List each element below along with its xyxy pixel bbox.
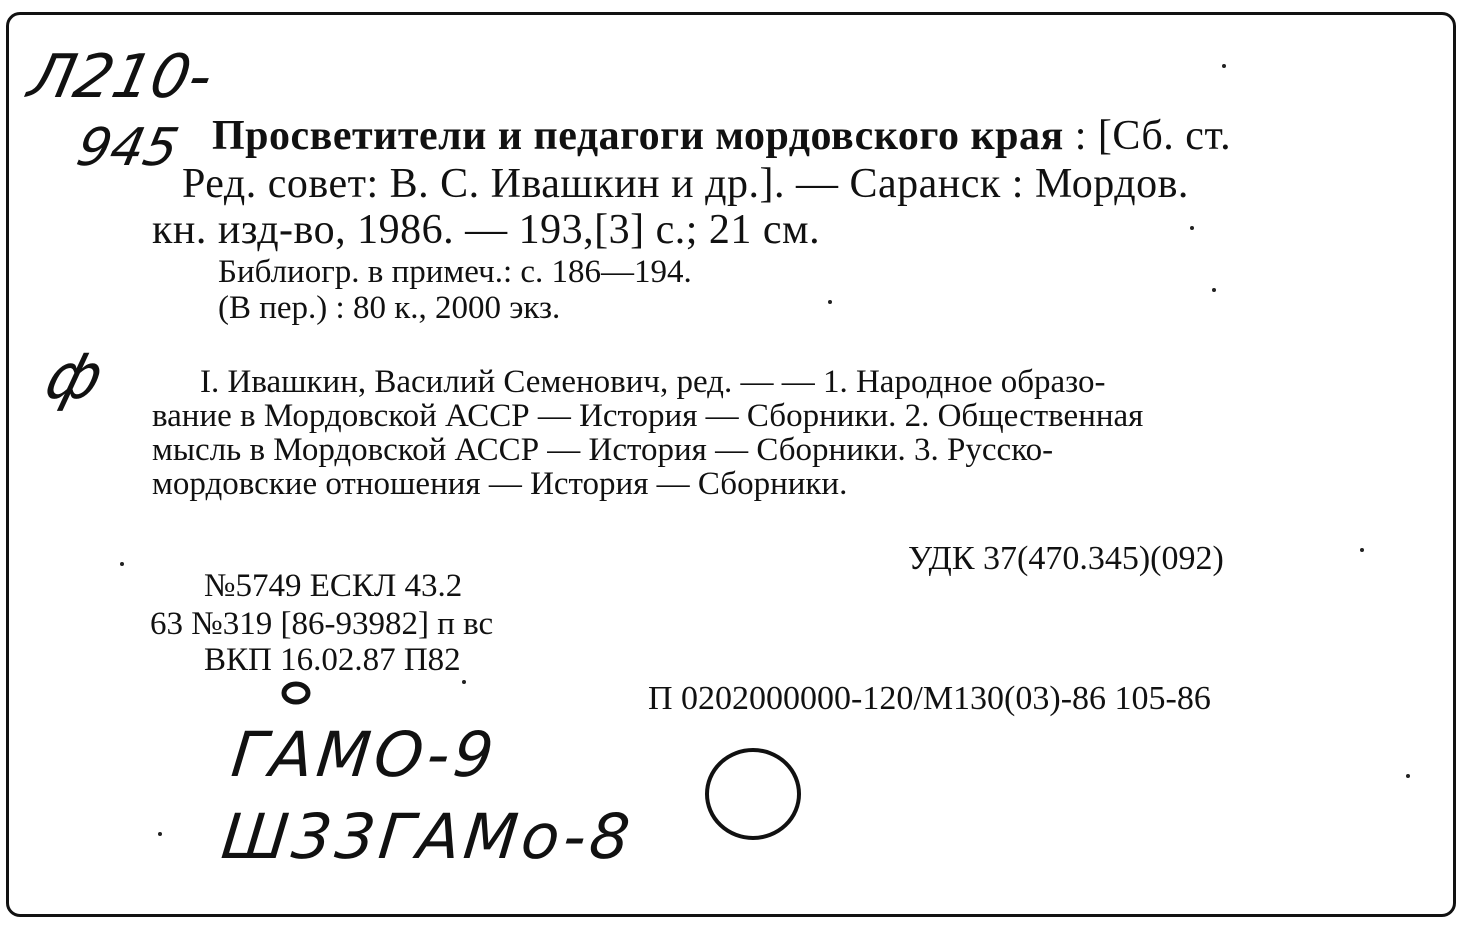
scan-speck [1406, 774, 1410, 778]
scan-speck [462, 680, 466, 684]
scan-speck [1360, 548, 1364, 552]
handwritten-call-number: Л210- [22, 42, 219, 112]
inventory-line: №5749 ЕСКЛ 43.2 [204, 568, 463, 604]
scan-speck [158, 832, 162, 836]
tracing-line: вание в Мордовской АССР — История — Сборники. 2. Общественная [152, 398, 1144, 434]
handwritten-archive-mark: ГАМО-9 [228, 718, 501, 791]
scan-speck [1212, 288, 1216, 292]
entry-title-line [212, 112, 1231, 160]
inventory-line: 63 №319 [86-93982] п вс [150, 606, 494, 642]
inventory-line: ВКП 16.02.87 П82 [204, 642, 461, 678]
entry-imprint-line: кн. изд-во, 1986. — 193,[3] с.; 21 см. [152, 207, 821, 253]
tracing-line: I. Ивашкин, Василий Семенович, ред. — — 1. Народное образо- [200, 364, 1106, 400]
bibliography-note: Библиогр. в примеч.: с. 186—194. [218, 254, 692, 290]
scan-speck [828, 300, 832, 304]
scan-speck [1222, 64, 1226, 68]
circle-stamp-outline [700, 744, 806, 844]
tracing-line: мысль в Мордовской АССР — История — Сборники. 3. Русско- [152, 432, 1054, 468]
binding-price-note: (В пер.) : 80 к., 2000 экз. [218, 290, 561, 326]
entry-editors-line: Ред. совет: В. С. Ивашкин и др.]. — Саранск : Мордов. [182, 161, 1189, 207]
entry-title-rest: : [Сб. ст. [1063, 113, 1232, 159]
tracing-line: мордовские отношения — История — Сборники. [152, 466, 848, 502]
handwritten-mark: ф [38, 340, 111, 413]
small-circle-mark [280, 680, 312, 706]
entry-title: Просветители и педагоги мордовского края [212, 113, 1064, 159]
handwritten-call-number-suffix: 945 [71, 118, 184, 178]
scan-speck [120, 562, 124, 566]
udk-classification: УДК 37(470.345)(092) [908, 540, 1224, 577]
scan-speck [1190, 226, 1194, 230]
handwritten-archive-mark-2: Ш33ГАМо-8 [218, 800, 638, 873]
publication-code: П 0202000000-120/М130(03)-86 105-86 [648, 680, 1211, 717]
